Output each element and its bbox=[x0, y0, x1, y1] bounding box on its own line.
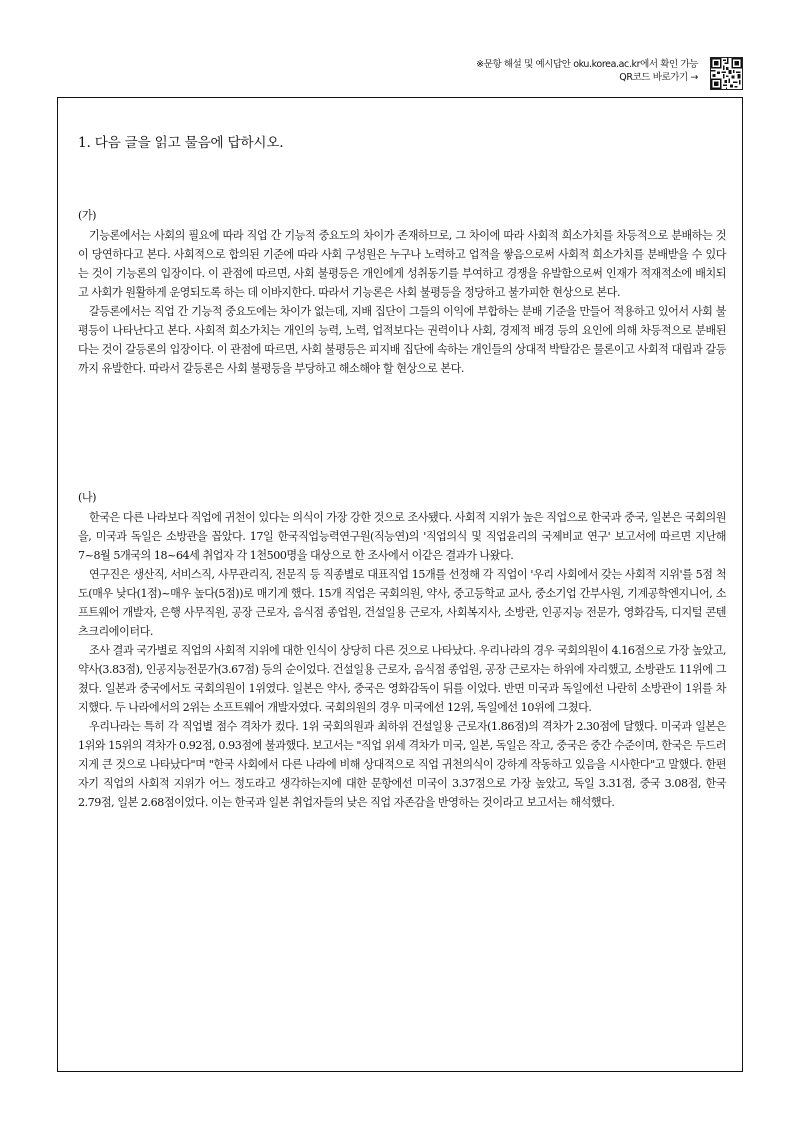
header-note-line2[interactable]: QR코드 바로가기 → bbox=[619, 72, 698, 83]
passage-b-paragraph: 연구진은 생산직, 서비스직, 사무관리직, 전문직 등 직종별로 대표직업 15개를 선정해 각 직업이 '우리 사회에서 갖는 사회적 지위'를 5점 척도(매우 낮다(1점)~매우 높다(5점))로 매기게 했다. 15개 직업은 국회의원, 약사, 중고등학교 교사, 중소기업 간부사원, 기계공학엔지니어, 소프트웨어 개발자, 은행 사무직원, 공장 근로자, 음식점 종업원, 건설일용 근로자, 사회복지사, 소방관, 인공지능 전문가, 영화감독, 디지털 콘텐츠크리에이터다. bbox=[78, 568, 726, 638]
passage-a bbox=[78, 206, 726, 378]
header-note-line1: ※문항 해설 및 예시답안 oku.korea.ac.kr에서 확인 가능 bbox=[476, 59, 698, 70]
header-note bbox=[476, 58, 698, 84]
passage-b-paragraph: 한국은 다른 나라보다 직업에 귀천이 있다는 의식이 가장 강한 것으로 조사됐다. 사회적 지위가 높은 직업으로 한국과 중국, 일본은 국회의원을, 미국과 독일은 소방관을 꼽았다. 17일 한국직업능력연구원(직능연)의 '직업의식 및 직업윤리의 국제비교 연구' 보고서에 따르면 지난해 7~8월 5개국의 18~64세 취업자 각 1천500명을 대상으로 한 조사에서 이같은 결과가 나왔다. bbox=[78, 511, 726, 562]
passage-a-paragraph: 갈등론에서는 직업 간 기능적 중요도에는 차이가 없는데, 지배 집단이 그들의 이익에 부합하는 분배 기준을 만들어 적용하고 있어서 사회 불평등이 나타난다고 본다. 사회적 희소가치는 개인의 능력, 노력, 업적보다는 권력이나 사회, 경제적 배경 등의 요인에 의해 차등적으로 분배된다는 것이 갈등론의 입장이다. 이 관점에 따르면, 사회 불평등은 피지배 집단에 속하는 개인들의 상대적 박탈감은 물론이고 사회적 대립과 갈등까지 유발한다. 따라서 갈등론은 사회 불평등을 부당하고 해소해야 할 현상으로 본다. bbox=[78, 305, 726, 375]
question-frame bbox=[57, 97, 743, 1072]
passage-b-marker: (나) bbox=[78, 491, 97, 504]
passage-b bbox=[78, 488, 726, 812]
qr-code-icon[interactable] bbox=[710, 57, 743, 90]
passage-b-paragraph: 조사 결과 국가별로 직업의 사회적 지위에 대한 인식이 상당히 다른 것으로 나타났다. 우리나라의 경우 국회의원이 4.16점으로 가장 높았고, 약사(3.83점), 인공지능전문가(3.67점) 등의 순이었다. 건설일용 근로자, 음식점 종업원, 공장 근로자는 하위에 자리했고, 소방관도 11위에 그쳤다. 일본과 중국에서도 국회의원이 1위였다. 일본은 약사, 중국은 영화감독이 뒤를 이었다. 반면 미국과 독일에선 나란히 소방관이 1위를 차지했다. 두 나라에서의 2위는 소프트웨어 개발자였다. 국회의원의 경우 미국에선 12위, 독일에선 10위에 그쳤다. bbox=[78, 644, 726, 714]
passage-a-marker: (가) bbox=[78, 209, 97, 222]
question-title: 1. 다음 글을 읽고 물음에 답하시오. bbox=[78, 135, 284, 151]
passage-b-paragraph: 우리나라는 특히 각 직업별 점수 격차가 컸다. 1위 국회의원과 최하위 건설일용 근로자(1.86점)의 격차가 2.30점에 달했다. 미국과 일본은 1위와 15위의 격차가 0.92점, 0.93점에 불과했다. 보고서는 "직업 위세 격차가 미국, 일본, 독일은 작고, 중국은 중간 수준이며, 한국은 두드러지게 큰 것으로 나타났다"며 "한국 사회에서 다른 나라에 비해 상대적으로 직업 귀천의식이 강하게 작동하고 있음을 시사한다"고 말했다. 한편 자기 직업의 사회적 지위가 어느 정도라고 생각하는지에 대한 문항에선 미국이 3.37점으로 가장 높았고, 독일 3.31점, 중국 3.08점, 한국 2.79점, 일본 2.68점이었다. 이는 한국과 일본 취업자들의 낮은 직업 자존감을 반영하는 것이라고 보고서는 해석했다. bbox=[78, 720, 726, 809]
passage-a-paragraph: 기능론에서는 사회의 필요에 따라 직업 간 기능적 중요도의 차이가 존재하므로, 그 차이에 따라 사회적 희소가치를 차등적으로 분배하는 것이 당연하다고 본다. 사회적으로 합의된 기준에 따라 사회 구성원은 누구나 노력하고 업적을 쌓음으로써 사회적 희소가치를 분배받을 수 있다는 것이 기능론의 입장이다. 이 관점에 따르면, 사회 불평등은 개인에게 성취동기를 부여하고 경쟁을 유발함으로써 인재가 적재적소에 배치되고 사회가 원활하게 운영되도록 하는 데 이바지한다. 따라서 기능론은 사회 불평등을 정당하고 불가피한 현상으로 본다. bbox=[78, 229, 726, 299]
